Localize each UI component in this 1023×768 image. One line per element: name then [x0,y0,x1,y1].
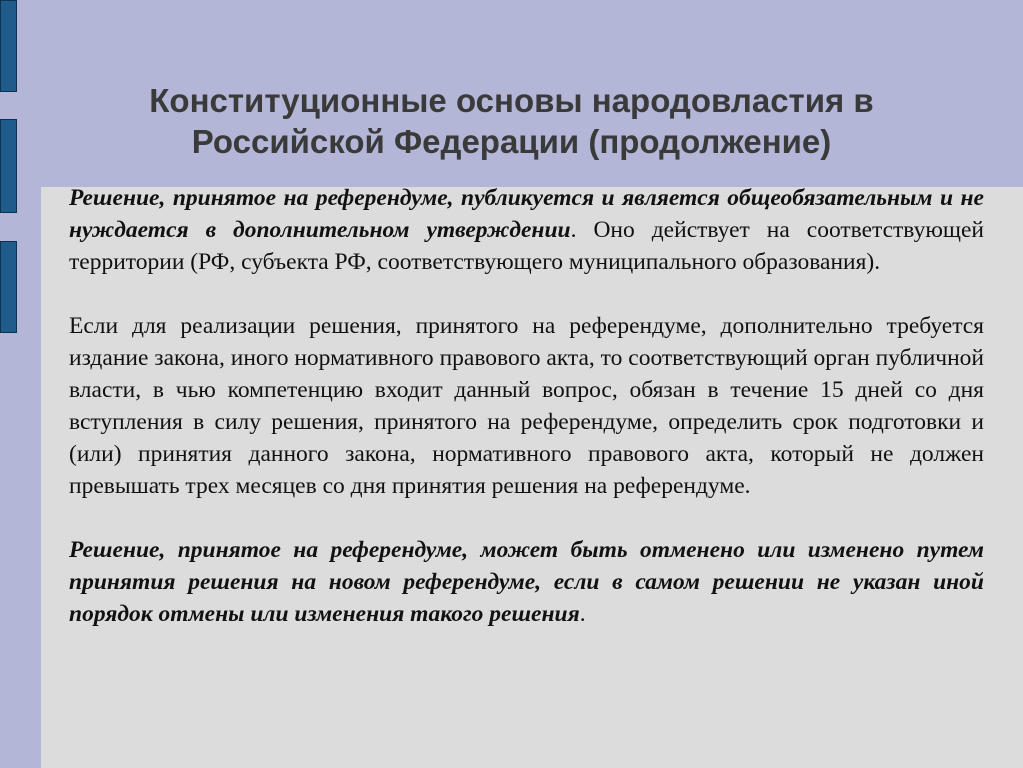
paragraph-publication [69,182,984,278]
slide-title-line-1: Конституционные основы народовластия в [149,82,874,119]
paragraph-cancellation [69,534,984,630]
slide-title [60,80,963,162]
paragraph-cancellation-text: . [579,601,586,627]
accent-bar-middle [0,119,17,213]
paragraph-cancellation-emphasis: Решение, принятое на референдуме, может быть отменено или изменено путем принятия решения на новом референдуме, если в самом решении не указан иной порядок отмены или изменения такого решения [69,537,984,627]
content-panel [41,187,1023,768]
paragraph-implementation: Если для реализации решения, принятого на референдуме, дополнительно требуется издание закона, иного нормативного правового акта, то соответствующий орган публичной власти, в чью компетенцию входит данный вопрос, обязан в течение 15 дней со дня вступления в силу решения, принятого на референдуме, определить срок подготовки и (или) принятия данного закона, нормативного правового акта, который не должен превышать трех месяцев со дня принятия решения на референдуме. [69,313,984,499]
slide-title-line-2: Российской Федерации (продолжение) [191,123,832,160]
paragraph-publication-text: . Оно действует на соответствующей территории (РФ, субъекта РФ, соответствующего муниципального образования). [69,217,985,275]
accent-bar-bottom [0,241,17,333]
accent-bar-top [0,0,17,92]
paragraph-publication-emphasis: Решение, принятое на референдуме, публикуется и является общеобязательным и не нуждается в дополнительном утверждении [69,185,984,243]
